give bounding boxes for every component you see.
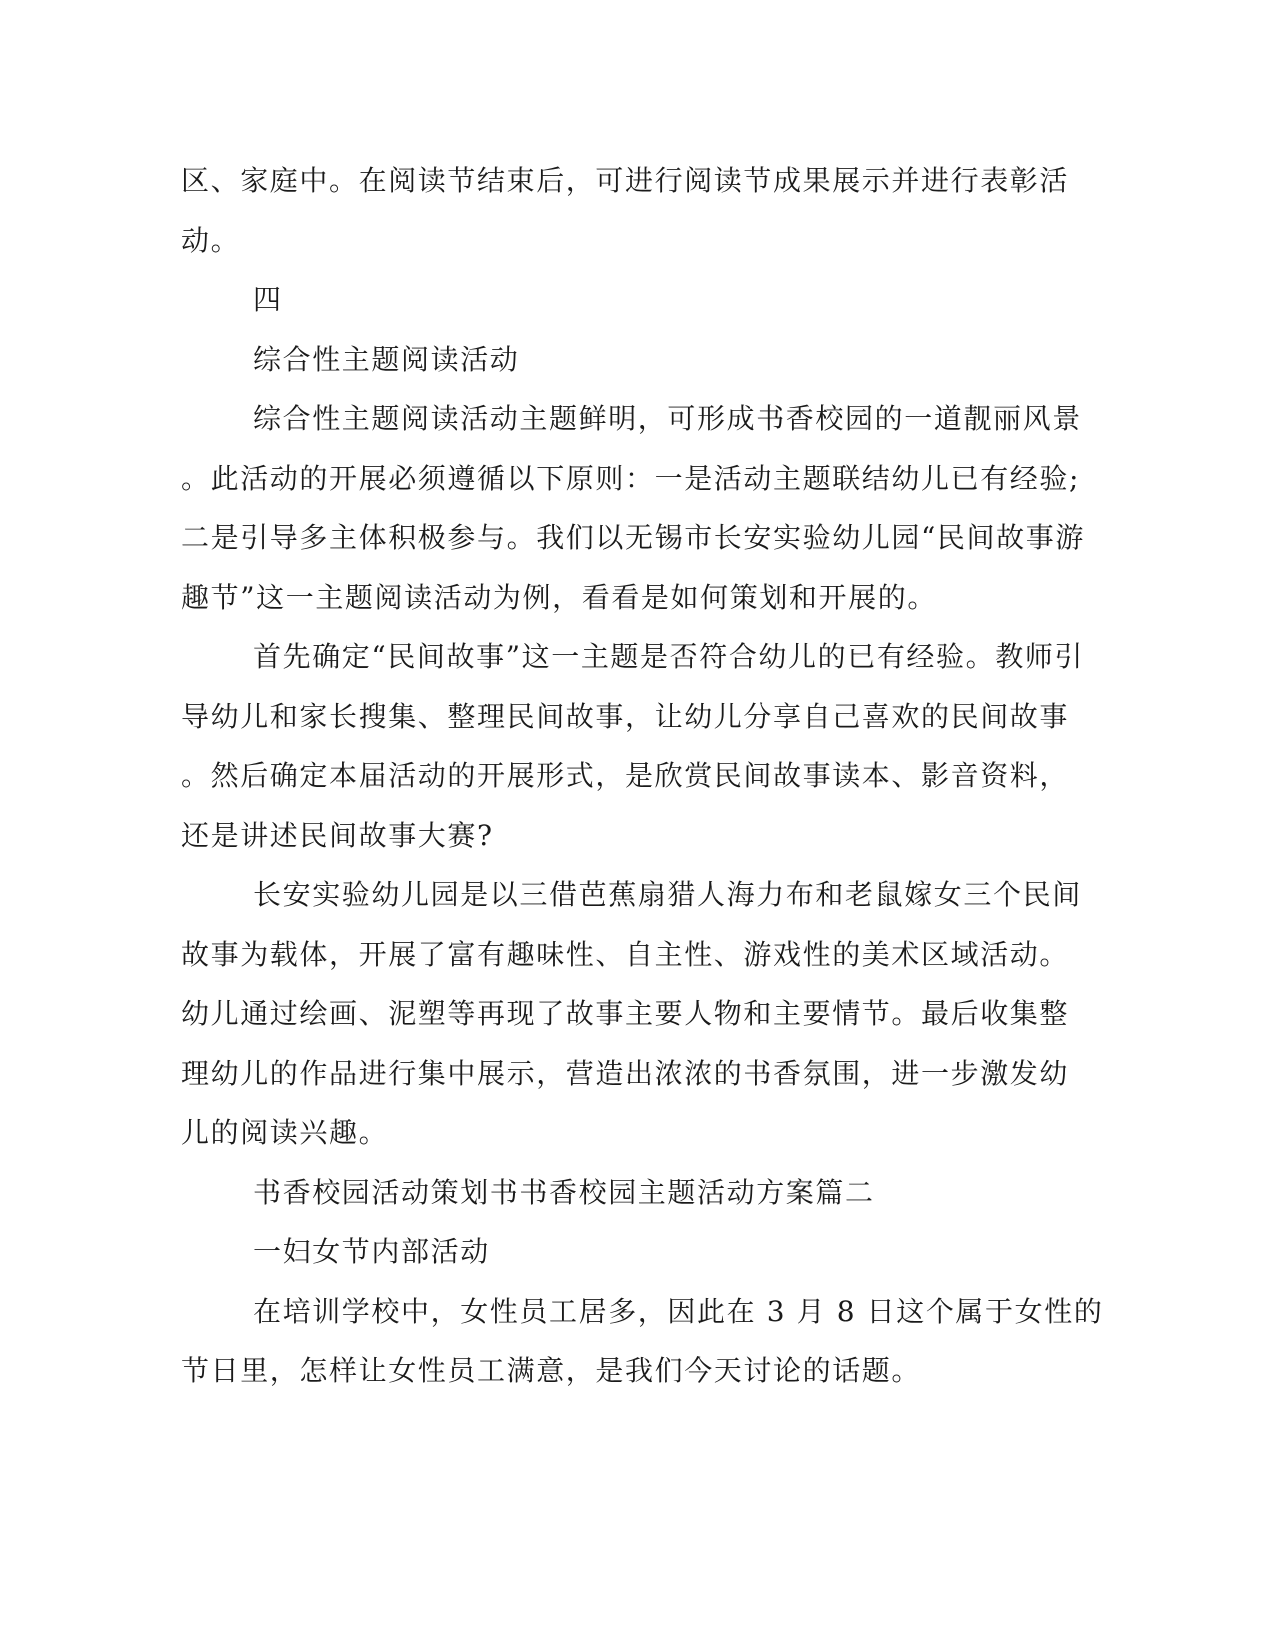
section-heading: 一妇女节内部活动 <box>253 1235 490 1268</box>
text-line: 趣节”这一主题阅读活动为例，看看是如何策划和开展的。 <box>181 580 937 614</box>
text-line: 导幼儿和家长搜集、整理民间故事，让幼儿分享自己喜欢的民间故事 <box>181 699 1070 733</box>
text-line: 首先确定“民间故事”这一主题是否符合幼儿的已有经验。教师引 <box>253 640 1085 673</box>
section-heading: 综合性主题阅读活动 <box>253 342 520 376</box>
text-line: 理幼儿的作品进行集中展示，营造出浓浓的书香氛围，进一步激发幼 <box>181 1056 1070 1090</box>
text-line: 。然后确定本届活动的开展形式，是欣赏民间故事读本、影音资料， <box>181 759 1070 792</box>
section-number: 四 <box>253 283 283 316</box>
text-line: 综合性主题阅读活动主题鲜明，可形成书香校园的一道靓丽风景 <box>253 402 1082 435</box>
text-line: 区、家庭中。在阅读节结束后，可进行阅读节成果展示并进行表彰活 <box>181 164 1070 197</box>
text-line: 还是讲述民间故事大赛? <box>181 818 494 852</box>
text-line: 长安实验幼儿园是以三借芭蕉扇猎人海力布和老鼠嫁女三个民间 <box>253 878 1082 911</box>
text-line: 儿的阅读兴趣。 <box>181 1116 389 1149</box>
text-line: 二是引导多主体积极参与。我们以无锡市长安实验幼儿园“民间故事游 <box>181 521 1085 554</box>
chapter-title: 书香校园活动策划书书香校园主题活动方案篇二 <box>253 1175 875 1209</box>
text-line: 在培训学校中，女性员工居多，因此在 3 月 8 日这个属于女性的 <box>253 1294 1104 1328</box>
document-body <box>181 151 1104 1401</box>
text-line: 节日里，怎样让女性员工满意，是我们今天讨论的话题。 <box>181 1354 922 1387</box>
text-line: 。此活动的开展必须遵循以下原则：一是活动主题联结幼儿已有经验; <box>181 461 1081 495</box>
text-line: 幼儿通过绘画、泥塑等再现了故事主要人物和主要情节。最后收集整 <box>181 997 1070 1030</box>
text-line: 故事为载体，开展了富有趣味性、自主性、游戏性的美术区域活动。 <box>181 937 1070 971</box>
text-line: 动。 <box>181 223 241 257</box>
